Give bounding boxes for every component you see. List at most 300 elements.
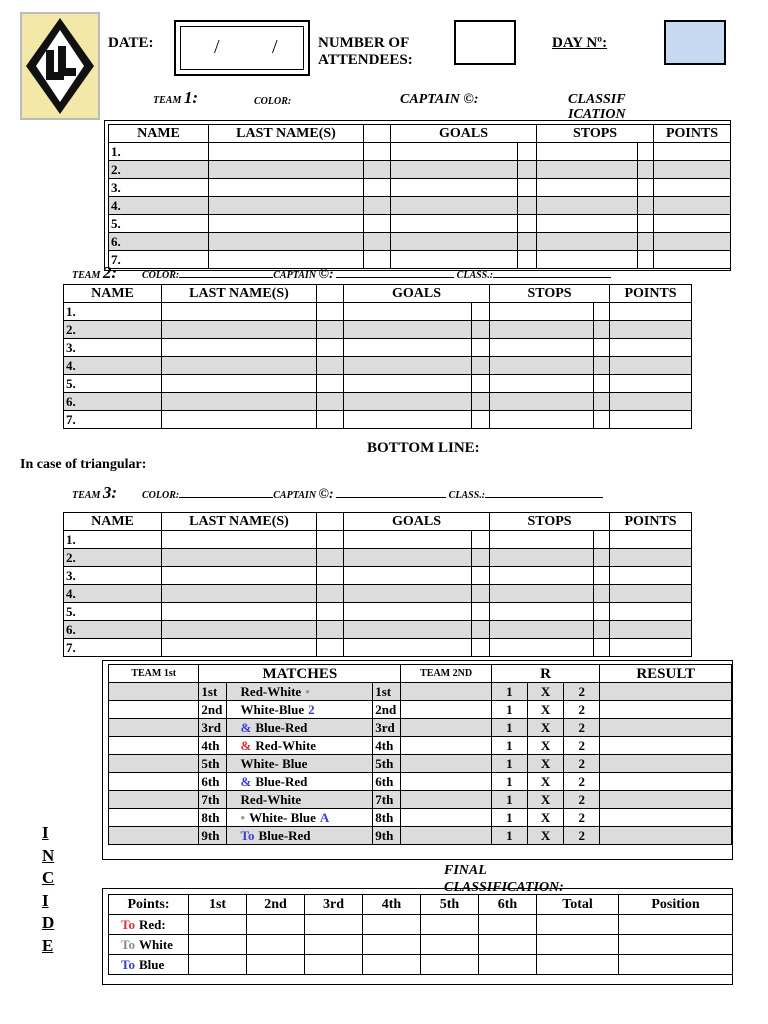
roster-cell[interactable] bbox=[537, 161, 638, 179]
roster-cell[interactable] bbox=[654, 179, 731, 197]
roster-cell[interactable] bbox=[162, 567, 317, 585]
roster-cell[interactable] bbox=[610, 549, 692, 567]
roster-cell[interactable] bbox=[162, 357, 317, 375]
roster-cell[interactable] bbox=[317, 603, 344, 621]
day-number-field[interactable] bbox=[664, 20, 726, 65]
roster-cell[interactable] bbox=[209, 233, 364, 251]
row-number: 1. bbox=[64, 303, 162, 321]
roster-cell[interactable] bbox=[344, 639, 472, 657]
final-cell[interactable] bbox=[189, 935, 247, 955]
match-marker: & bbox=[240, 719, 252, 735]
final-header: Position bbox=[619, 895, 733, 915]
roster-cell[interactable] bbox=[610, 303, 692, 321]
roster-header-name: NAME bbox=[109, 125, 209, 143]
result-option[interactable]: 1 bbox=[491, 737, 527, 755]
roster-cell[interactable] bbox=[317, 339, 344, 357]
result-header: RESULT bbox=[600, 665, 732, 683]
roster-cell[interactable] bbox=[391, 233, 518, 251]
final-cell[interactable] bbox=[363, 955, 421, 975]
match-order: 8th bbox=[199, 809, 226, 827]
roster-cell[interactable] bbox=[344, 411, 472, 429]
roster-cell[interactable] bbox=[638, 197, 654, 215]
roster-cell[interactable] bbox=[162, 321, 317, 339]
roster-cell[interactable] bbox=[490, 411, 594, 429]
result-cell[interactable] bbox=[600, 701, 732, 719]
match-marker: To bbox=[240, 827, 255, 843]
result-option[interactable]: 1 bbox=[491, 809, 527, 827]
final-header: 3rd bbox=[305, 895, 363, 915]
roster-cell[interactable] bbox=[638, 251, 654, 269]
result-option[interactable]: X bbox=[527, 827, 563, 845]
final-team-label bbox=[109, 935, 189, 955]
team-second-cell[interactable] bbox=[401, 701, 491, 719]
roster-cell[interactable] bbox=[162, 621, 317, 639]
roster-cell[interactable] bbox=[654, 143, 731, 161]
roster-cell[interactable] bbox=[364, 215, 391, 233]
final-header: 2nd bbox=[247, 895, 305, 915]
roster-cell[interactable] bbox=[610, 603, 692, 621]
roster-cell[interactable] bbox=[490, 393, 594, 411]
roster-cell[interactable] bbox=[490, 339, 594, 357]
roster-row bbox=[64, 531, 692, 549]
match-marker: & bbox=[240, 737, 252, 753]
roster-cell[interactable] bbox=[317, 303, 344, 321]
match-pairing bbox=[226, 809, 373, 827]
roster-cell[interactable] bbox=[344, 585, 472, 603]
final-cell[interactable] bbox=[247, 935, 305, 955]
roster-cell[interactable] bbox=[344, 621, 472, 639]
roster-cell[interactable] bbox=[344, 531, 472, 549]
roster-cell[interactable] bbox=[490, 567, 594, 585]
roster-cell[interactable] bbox=[472, 585, 490, 603]
roster-cell[interactable] bbox=[317, 567, 344, 585]
team-first-cell[interactable] bbox=[109, 773, 199, 791]
result-option[interactable]: X bbox=[527, 755, 563, 773]
result-option[interactable]: X bbox=[527, 683, 563, 701]
final-header: Points: bbox=[109, 895, 189, 915]
result-option[interactable]: 1 bbox=[491, 701, 527, 719]
result-cell[interactable] bbox=[600, 827, 732, 845]
team-second-cell[interactable] bbox=[401, 791, 491, 809]
result-option[interactable]: 2 bbox=[564, 701, 600, 719]
result-option[interactable]: 1 bbox=[491, 791, 527, 809]
match-row bbox=[109, 773, 732, 791]
team1-roster-table bbox=[108, 124, 731, 269]
attendees-field[interactable] bbox=[454, 20, 516, 65]
match-order: 5th bbox=[199, 755, 226, 773]
roster-cell[interactable] bbox=[594, 531, 610, 549]
logo-emblem-icon bbox=[22, 14, 98, 118]
roster-cell[interactable] bbox=[364, 233, 391, 251]
roster-cell[interactable] bbox=[638, 215, 654, 233]
final-cell[interactable] bbox=[421, 935, 479, 955]
result-option[interactable]: 2 bbox=[564, 827, 600, 845]
roster-cell[interactable] bbox=[472, 411, 490, 429]
roster-cell[interactable] bbox=[654, 197, 731, 215]
team3-captain-field[interactable] bbox=[336, 497, 446, 498]
match-order-second: 3rd bbox=[373, 719, 401, 737]
result-option[interactable]: 2 bbox=[564, 791, 600, 809]
roster-cell[interactable] bbox=[317, 375, 344, 393]
result-option[interactable]: 1 bbox=[491, 755, 527, 773]
final-cell[interactable] bbox=[363, 935, 421, 955]
roster-row bbox=[64, 321, 692, 339]
result-option[interactable]: 2 bbox=[564, 773, 600, 791]
roster-cell[interactable] bbox=[610, 567, 692, 585]
roster-cell[interactable] bbox=[594, 339, 610, 357]
roster-cell[interactable] bbox=[490, 531, 594, 549]
roster-cell[interactable] bbox=[518, 197, 537, 215]
roster-header-goals: GOALS bbox=[391, 125, 537, 143]
match-marker: A bbox=[319, 809, 330, 825]
incide-letter: E bbox=[42, 935, 54, 955]
roster-row bbox=[64, 639, 692, 657]
roster-cell[interactable] bbox=[594, 321, 610, 339]
roster-cell[interactable] bbox=[610, 531, 692, 549]
roster-cell[interactable] bbox=[391, 197, 518, 215]
match-teams: Red-White bbox=[240, 791, 302, 807]
final-prefix: To bbox=[121, 956, 135, 972]
roster-cell[interactable] bbox=[317, 411, 344, 429]
team2-captain-field[interactable] bbox=[336, 277, 454, 278]
match-marker: • bbox=[240, 809, 246, 825]
roster-cell[interactable] bbox=[317, 549, 344, 567]
result-cell[interactable] bbox=[600, 809, 732, 827]
roster-cell[interactable] bbox=[344, 339, 472, 357]
roster-cell[interactable] bbox=[594, 603, 610, 621]
final-cell[interactable] bbox=[305, 955, 363, 975]
team-first-cell[interactable] bbox=[109, 701, 199, 719]
roster-cell[interactable] bbox=[364, 161, 391, 179]
roster-cell[interactable] bbox=[472, 603, 490, 621]
roster-cell[interactable] bbox=[594, 393, 610, 411]
team-second-cell[interactable] bbox=[401, 737, 491, 755]
roster-cell[interactable] bbox=[162, 549, 317, 567]
roster-cell[interactable] bbox=[344, 603, 472, 621]
roster-cell[interactable] bbox=[472, 357, 490, 375]
final-classification-table bbox=[108, 894, 733, 975]
roster-cell[interactable] bbox=[518, 143, 537, 161]
roster-cell[interactable] bbox=[610, 339, 692, 357]
roster-cell[interactable] bbox=[209, 179, 364, 197]
result-cell[interactable] bbox=[600, 683, 732, 701]
final-cell[interactable] bbox=[479, 955, 537, 975]
roster-cell[interactable] bbox=[610, 621, 692, 639]
roster-cell[interactable] bbox=[162, 303, 317, 321]
result-cell[interactable] bbox=[600, 719, 732, 737]
result-option[interactable]: 1 bbox=[491, 827, 527, 845]
roster-cell[interactable] bbox=[610, 411, 692, 429]
roster-cell[interactable] bbox=[490, 585, 594, 603]
roster-cell[interactable] bbox=[610, 375, 692, 393]
result-cell[interactable] bbox=[600, 791, 732, 809]
roster-cell[interactable] bbox=[317, 321, 344, 339]
roster-cell[interactable] bbox=[472, 321, 490, 339]
day-number-label: DAY Nº: bbox=[552, 35, 608, 51]
roster-row bbox=[109, 215, 731, 233]
roster-cell[interactable] bbox=[162, 375, 317, 393]
roster-row bbox=[64, 549, 692, 567]
roster-cell[interactable] bbox=[317, 393, 344, 411]
result-option[interactable]: 2 bbox=[564, 755, 600, 773]
roster-cell[interactable] bbox=[490, 621, 594, 639]
roster-cell[interactable] bbox=[490, 357, 594, 375]
row-number: 1. bbox=[64, 531, 162, 549]
final-cell[interactable] bbox=[247, 955, 305, 975]
roster-cell[interactable] bbox=[518, 215, 537, 233]
roster-cell[interactable] bbox=[162, 411, 317, 429]
roster-cell[interactable] bbox=[518, 179, 537, 197]
roster-cell[interactable] bbox=[472, 549, 490, 567]
roster-cell[interactable] bbox=[162, 393, 317, 411]
roster-cell[interactable] bbox=[317, 621, 344, 639]
roster-cell[interactable] bbox=[472, 393, 490, 411]
result-option[interactable]: X bbox=[527, 809, 563, 827]
result-cell[interactable] bbox=[600, 755, 732, 773]
roster-cell[interactable] bbox=[537, 215, 638, 233]
result-cell[interactable] bbox=[600, 737, 732, 755]
match-teams: White-Blue bbox=[240, 701, 305, 717]
roster-cell[interactable] bbox=[537, 197, 638, 215]
roster-cell[interactable] bbox=[610, 639, 692, 657]
roster-cell[interactable] bbox=[490, 603, 594, 621]
date-field[interactable] bbox=[174, 20, 310, 76]
final-cell[interactable] bbox=[537, 955, 619, 975]
final-cell[interactable] bbox=[479, 935, 537, 955]
roster-cell[interactable] bbox=[490, 549, 594, 567]
roster-header-stops: STOPS bbox=[537, 125, 654, 143]
roster-cell[interactable] bbox=[391, 215, 518, 233]
roster-cell[interactable] bbox=[344, 567, 472, 585]
roster-cell[interactable] bbox=[344, 321, 472, 339]
final-cell[interactable] bbox=[537, 915, 619, 935]
roster-header-blank bbox=[317, 513, 344, 531]
result-option[interactable]: 2 bbox=[564, 737, 600, 755]
match-order-second: 7th bbox=[373, 791, 401, 809]
incide-letter: N bbox=[42, 845, 55, 865]
roster-cell[interactable] bbox=[537, 233, 638, 251]
final-header: 4th bbox=[363, 895, 421, 915]
result-option[interactable]: 1 bbox=[491, 719, 527, 737]
team-first-header: TEAM 1st bbox=[109, 665, 199, 683]
roster-cell[interactable] bbox=[162, 603, 317, 621]
roster-cell[interactable] bbox=[472, 621, 490, 639]
result-option[interactable]: 2 bbox=[564, 719, 600, 737]
match-order-second: 5th bbox=[373, 755, 401, 773]
team-first-cell[interactable] bbox=[109, 791, 199, 809]
final-cell[interactable] bbox=[537, 935, 619, 955]
result-option[interactable]: X bbox=[527, 701, 563, 719]
team-second-cell[interactable] bbox=[401, 719, 491, 737]
team-second-header: TEAM 2ND bbox=[401, 665, 491, 683]
roster-cell[interactable] bbox=[610, 393, 692, 411]
incide-letter: D bbox=[42, 913, 55, 932]
roster-cell[interactable] bbox=[638, 233, 654, 251]
roster-cell[interactable] bbox=[490, 375, 594, 393]
roster-cell[interactable] bbox=[490, 303, 594, 321]
roster-cell[interactable] bbox=[654, 233, 731, 251]
match-order-second: 8th bbox=[373, 809, 401, 827]
result-option[interactable]: X bbox=[527, 719, 563, 737]
roster-cell[interactable] bbox=[610, 357, 692, 375]
match-marker: • bbox=[305, 683, 310, 699]
row-number: 6. bbox=[109, 233, 209, 251]
roster-cell[interactable] bbox=[594, 639, 610, 657]
roster-cell[interactable] bbox=[162, 531, 317, 549]
row-number: 6. bbox=[64, 621, 162, 639]
roster-cell[interactable] bbox=[654, 161, 731, 179]
team-second-cell[interactable] bbox=[401, 809, 491, 827]
roster-cell[interactable] bbox=[364, 143, 391, 161]
match-teams: Red-White bbox=[255, 737, 317, 753]
final-cell[interactable] bbox=[189, 955, 247, 975]
match-row bbox=[109, 719, 732, 737]
final-cell[interactable] bbox=[363, 915, 421, 935]
roster-cell[interactable] bbox=[344, 393, 472, 411]
team-second-cell[interactable] bbox=[401, 827, 491, 845]
team-first-cell[interactable] bbox=[109, 683, 199, 701]
match-pairing bbox=[226, 773, 373, 791]
roster-cell[interactable] bbox=[364, 179, 391, 197]
final-cell[interactable] bbox=[619, 915, 733, 935]
roster-cell[interactable] bbox=[654, 215, 731, 233]
result-option[interactable]: 2 bbox=[564, 683, 600, 701]
roster-cell[interactable] bbox=[162, 339, 317, 357]
roster-cell[interactable] bbox=[209, 143, 364, 161]
result-cell[interactable] bbox=[600, 773, 732, 791]
roster-cell[interactable] bbox=[391, 143, 518, 161]
roster-cell[interactable] bbox=[391, 179, 518, 197]
row-number: 7. bbox=[64, 411, 162, 429]
team-second-cell[interactable] bbox=[401, 683, 491, 701]
roster-cell[interactable] bbox=[344, 375, 472, 393]
match-pairing bbox=[226, 683, 373, 701]
roster-header-last-name: LAST NAME(S) bbox=[209, 125, 364, 143]
roster-cell[interactable] bbox=[518, 233, 537, 251]
result-option[interactable]: X bbox=[527, 773, 563, 791]
roster-cell[interactable] bbox=[317, 531, 344, 549]
roster-cell[interactable] bbox=[594, 375, 610, 393]
row-number: 7. bbox=[64, 639, 162, 657]
team-first-cell[interactable] bbox=[109, 827, 199, 845]
roster-cell[interactable] bbox=[162, 585, 317, 603]
final-cell[interactable] bbox=[247, 915, 305, 935]
roster-cell[interactable] bbox=[490, 639, 594, 657]
roster-cell[interactable] bbox=[364, 197, 391, 215]
result-option[interactable]: 1 bbox=[491, 683, 527, 701]
match-row bbox=[109, 791, 732, 809]
roster-cell[interactable] bbox=[537, 179, 638, 197]
result-option[interactable]: X bbox=[527, 791, 563, 809]
final-cell[interactable] bbox=[189, 915, 247, 935]
roster-cell[interactable] bbox=[638, 161, 654, 179]
roster-cell[interactable] bbox=[317, 357, 344, 375]
result-option[interactable]: X bbox=[527, 737, 563, 755]
roster-cell[interactable] bbox=[638, 143, 654, 161]
row-number: 5. bbox=[64, 375, 162, 393]
roster-cell[interactable] bbox=[391, 161, 518, 179]
final-cell[interactable] bbox=[305, 935, 363, 955]
roster-cell[interactable] bbox=[638, 179, 654, 197]
roster-header-name: NAME bbox=[64, 513, 162, 531]
roster-cell[interactable] bbox=[594, 549, 610, 567]
team2-color-field[interactable] bbox=[179, 277, 273, 278]
row-number: 2. bbox=[64, 321, 162, 339]
roster-cell[interactable] bbox=[594, 357, 610, 375]
match-row bbox=[109, 683, 732, 701]
team-first-cell[interactable] bbox=[109, 719, 199, 737]
team-first-cell[interactable] bbox=[109, 809, 199, 827]
roster-cell[interactable] bbox=[654, 251, 731, 269]
roster-row bbox=[64, 393, 692, 411]
final-cell[interactable] bbox=[421, 915, 479, 935]
roster-cell[interactable] bbox=[472, 531, 490, 549]
row-number: 7. bbox=[109, 251, 209, 269]
roster-row bbox=[109, 179, 731, 197]
roster-row bbox=[64, 339, 692, 357]
roster-cell[interactable] bbox=[344, 357, 472, 375]
roster-cell[interactable] bbox=[594, 567, 610, 585]
roster-header-stops: STOPS bbox=[490, 513, 610, 531]
roster-cell[interactable] bbox=[490, 321, 594, 339]
team-first-cell[interactable] bbox=[109, 755, 199, 773]
roster-cell[interactable] bbox=[317, 639, 344, 657]
roster-cell[interactable] bbox=[472, 567, 490, 585]
roster-cell[interactable] bbox=[472, 339, 490, 357]
roster-cell[interactable] bbox=[537, 143, 638, 161]
roster-cell[interactable] bbox=[594, 585, 610, 603]
final-cell[interactable] bbox=[421, 955, 479, 975]
roster-cell[interactable] bbox=[472, 639, 490, 657]
team-second-cell[interactable] bbox=[401, 773, 491, 791]
roster-cell[interactable] bbox=[594, 303, 610, 321]
roster-cell[interactable] bbox=[209, 215, 364, 233]
result-option[interactable]: 1 bbox=[491, 773, 527, 791]
match-row bbox=[109, 755, 732, 773]
team3-class-field[interactable] bbox=[485, 497, 603, 498]
roster-cell[interactable] bbox=[344, 549, 472, 567]
roster-cell[interactable] bbox=[594, 621, 610, 639]
roster-row bbox=[64, 411, 692, 429]
roster-cell[interactable] bbox=[594, 411, 610, 429]
roster-cell[interactable] bbox=[518, 161, 537, 179]
roster-cell[interactable] bbox=[209, 197, 364, 215]
match-order: 1st bbox=[199, 683, 226, 701]
row-number: 1. bbox=[109, 143, 209, 161]
roster-cell[interactable] bbox=[472, 303, 490, 321]
roster-cell[interactable] bbox=[344, 303, 472, 321]
final-cell[interactable] bbox=[479, 915, 537, 935]
roster-header-goals: GOALS bbox=[344, 513, 490, 531]
roster-cell[interactable] bbox=[209, 161, 364, 179]
final-cell[interactable] bbox=[305, 915, 363, 935]
team2-class-field[interactable] bbox=[493, 277, 611, 278]
roster-cell[interactable] bbox=[610, 585, 692, 603]
team-second-cell[interactable] bbox=[401, 755, 491, 773]
roster-cell[interactable] bbox=[317, 585, 344, 603]
row-number: 4. bbox=[64, 585, 162, 603]
match-order: 4th bbox=[199, 737, 226, 755]
result-option[interactable]: 2 bbox=[564, 809, 600, 827]
final-cell[interactable] bbox=[619, 935, 733, 955]
roster-cell[interactable] bbox=[610, 321, 692, 339]
roster-cell[interactable] bbox=[472, 375, 490, 393]
roster-cell[interactable] bbox=[162, 639, 317, 657]
team-first-cell[interactable] bbox=[109, 737, 199, 755]
match-order-second: 2nd bbox=[373, 701, 401, 719]
final-cell[interactable] bbox=[619, 955, 733, 975]
team3-color-field[interactable] bbox=[179, 497, 273, 498]
